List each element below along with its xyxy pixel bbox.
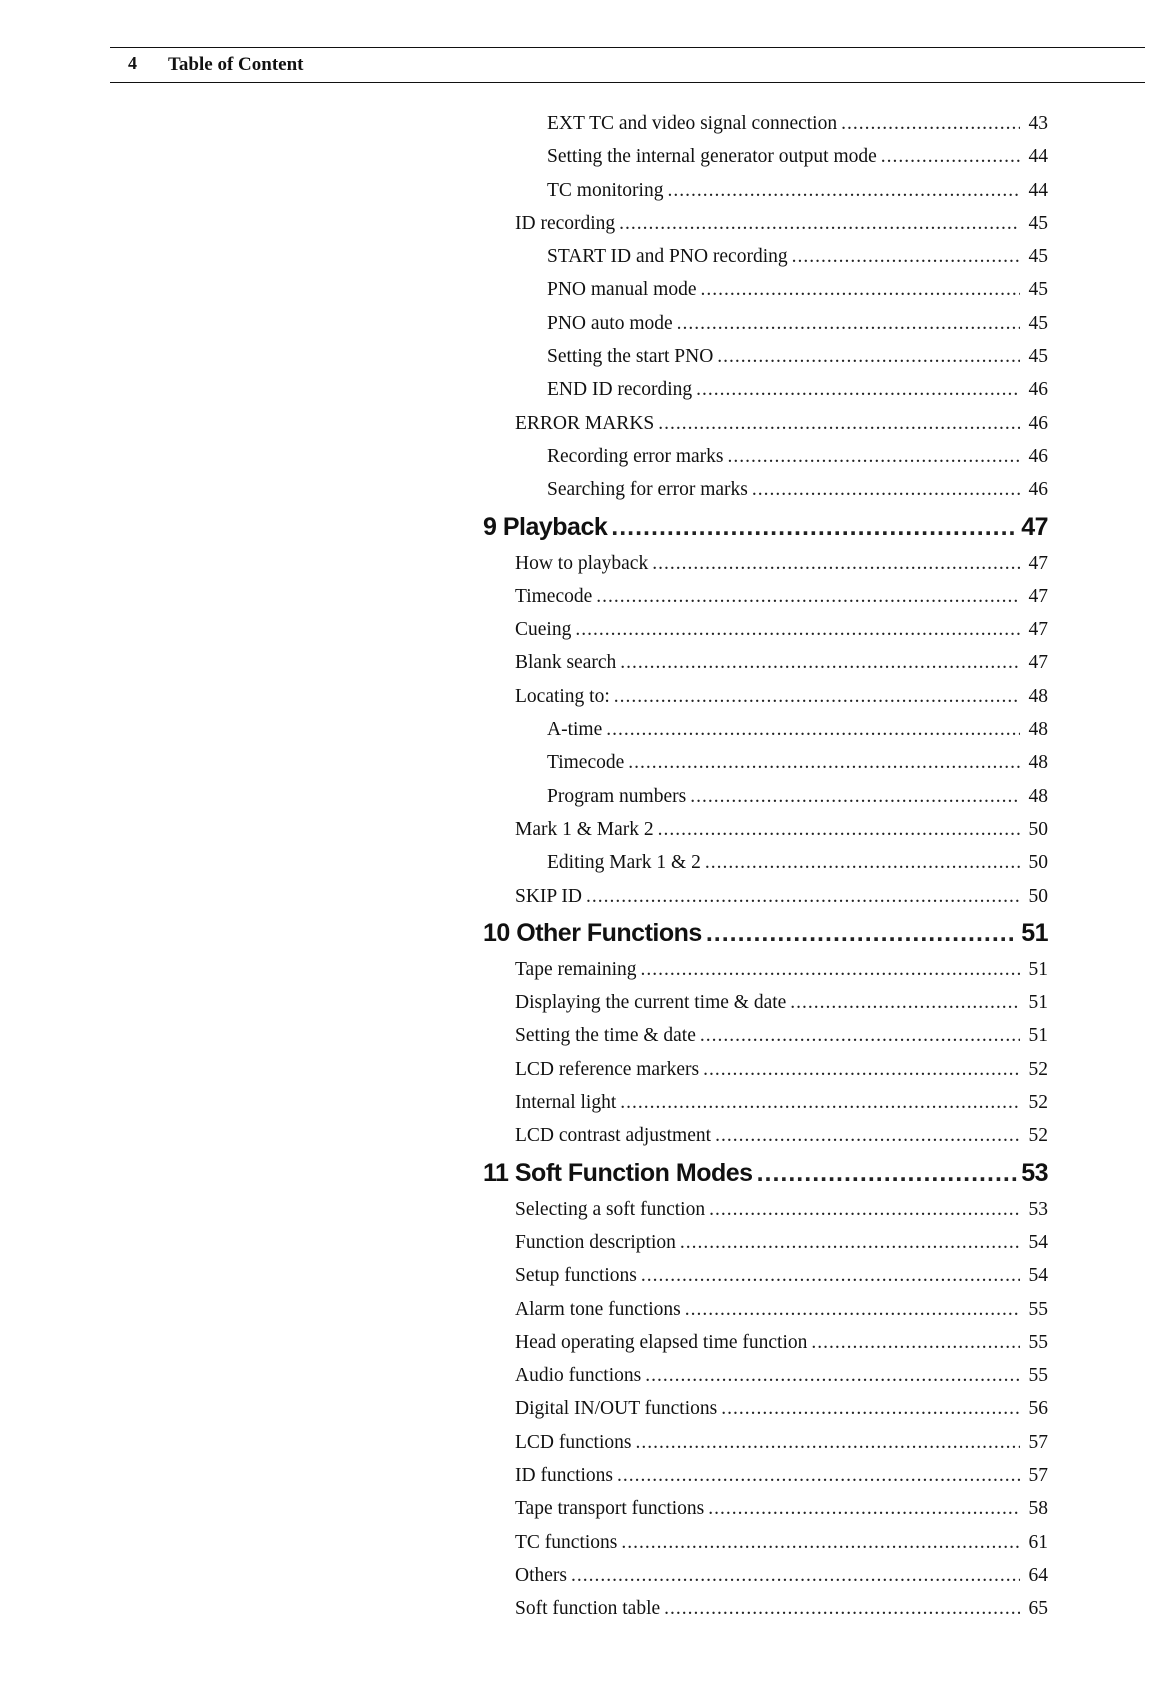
toc-entry-label: Locating to: [515, 685, 610, 707]
toc-entry-page: 54 [1028, 1231, 1048, 1253]
toc-chapter[interactable] [483, 913, 1048, 953]
toc-entry-page: 52 [1028, 1058, 1048, 1080]
toc-entry-label: LCD functions [515, 1431, 632, 1453]
toc-entry[interactable] [483, 1053, 1048, 1086]
dot-leader [700, 1019, 1020, 1052]
toc-entry[interactable] [483, 680, 1048, 713]
toc-entry[interactable] [483, 547, 1048, 580]
toc-entry[interactable] [483, 1392, 1048, 1425]
dot-leader [664, 1592, 1020, 1625]
dot-leader [586, 880, 1020, 913]
toc-entry[interactable] [483, 646, 1048, 679]
toc-entry[interactable] [483, 580, 1048, 613]
toc-entry[interactable] [483, 1193, 1048, 1226]
toc-entry[interactable] [483, 953, 1048, 986]
toc-entry-page: 54 [1028, 1265, 1048, 1287]
dot-leader [680, 1226, 1020, 1259]
dot-leader [703, 1053, 1020, 1086]
toc-entry[interactable] [483, 440, 1048, 473]
toc-entry-label: How to playback [515, 552, 649, 574]
toc-entry[interactable] [483, 986, 1048, 1019]
toc-entry-page: 48 [1028, 785, 1048, 807]
toc-entry-page: 52 [1028, 1125, 1048, 1147]
toc-entry-label: Searching for error marks [547, 479, 748, 501]
dot-leader [641, 1259, 1020, 1292]
toc-entry-page: 47 [1028, 552, 1048, 574]
toc-entry-label: Editing Mark 1 & 2 [547, 852, 701, 874]
toc-entry-page: 51 [1028, 958, 1048, 980]
toc-entry-label: Mark 1 & Mark 2 [515, 818, 654, 840]
toc-entry-page: 45 [1028, 312, 1048, 334]
toc-entry-page: 45 [1028, 212, 1048, 234]
dot-leader [715, 1119, 1020, 1152]
dot-leader [619, 207, 1020, 240]
dot-leader [790, 986, 1020, 1019]
toc-entry-page: 50 [1028, 818, 1048, 840]
dot-leader [706, 913, 1017, 953]
toc-chapter[interactable] [483, 1153, 1048, 1193]
toc-entry-page: 57 [1028, 1431, 1048, 1453]
toc-entry-page: 53 [1021, 1158, 1048, 1187]
toc-entry-page: 48 [1028, 685, 1048, 707]
dot-leader [571, 1559, 1020, 1592]
toc-entry[interactable] [483, 746, 1048, 779]
toc-entry-page: 46 [1028, 412, 1048, 434]
toc-entry-label: Timecode [515, 585, 593, 607]
toc-entry[interactable] [483, 780, 1048, 813]
toc-entry-page: 44 [1028, 146, 1048, 168]
toc-entry-label: Digital IN/OUT functions [515, 1398, 718, 1420]
dot-leader [658, 813, 1020, 846]
dot-leader [620, 646, 1020, 679]
toc-entry-page: 46 [1028, 445, 1048, 467]
toc-entry-page: 47 [1028, 585, 1048, 607]
dot-leader [792, 240, 1020, 273]
dot-leader [696, 373, 1020, 406]
toc-entry-page: 43 [1028, 113, 1048, 134]
toc-entry[interactable] [483, 240, 1048, 273]
toc-entry-label: Cueing [515, 619, 572, 641]
toc-entry[interactable] [483, 1019, 1048, 1052]
toc-entry[interactable] [483, 1326, 1048, 1359]
toc-entry-label: SKIP ID [515, 885, 582, 907]
toc-entry-page: 45 [1028, 346, 1048, 368]
toc-entry-page: 57 [1028, 1464, 1048, 1486]
toc-entry-label: Timecode [547, 752, 625, 774]
dot-leader [667, 174, 1020, 207]
toc-entry-label: Audio functions [515, 1365, 642, 1387]
dot-leader [717, 340, 1020, 373]
toc-entry-page: 47 [1021, 512, 1048, 541]
toc-entry-label: START ID and PNO recording [547, 246, 788, 268]
toc-entry[interactable] [483, 1559, 1048, 1592]
toc-entry-page: 56 [1028, 1398, 1048, 1420]
toc-entry[interactable] [483, 613, 1048, 646]
dot-leader [658, 407, 1020, 440]
toc-entry[interactable] [483, 1592, 1048, 1625]
dot-leader [621, 1526, 1020, 1559]
toc-entry-page: 51 [1021, 918, 1048, 947]
toc-entry-label: Head operating elapsed time function [515, 1331, 808, 1353]
dot-leader [652, 547, 1020, 580]
toc-entry[interactable] [483, 473, 1048, 506]
toc-entry-page: 46 [1028, 479, 1048, 501]
toc-entry-label: ID functions [515, 1464, 614, 1486]
toc-entry-label: END ID recording [547, 379, 693, 401]
toc-entry[interactable] [483, 713, 1048, 746]
toc-entry-label: Alarm tone functions [515, 1298, 681, 1320]
toc-entry-page: 47 [1028, 619, 1048, 641]
dot-leader [757, 1153, 1018, 1193]
toc-entry[interactable] [483, 846, 1048, 879]
toc-entry-page: 48 [1028, 752, 1048, 774]
dot-leader [705, 846, 1020, 879]
dot-leader [641, 953, 1020, 986]
toc-entry-label: LCD reference markers [515, 1058, 700, 1080]
dot-leader [635, 1426, 1020, 1459]
toc-entry-label: A-time [547, 719, 603, 741]
page-number: 4 [128, 53, 137, 73]
toc-entry-label: Program numbers [547, 785, 687, 807]
toc-entry-label: 11 Soft Function Modes [483, 1158, 753, 1187]
toc-entry-page: 45 [1028, 279, 1048, 301]
dot-leader [709, 1193, 1020, 1226]
dot-leader [575, 613, 1020, 646]
toc-entry-label: PNO manual mode [547, 279, 697, 301]
toc-entry-label: Displaying the current time & date [515, 992, 787, 1014]
toc-entry-page: 50 [1028, 885, 1048, 907]
toc-entry[interactable] [483, 273, 1048, 306]
table-of-contents [483, 107, 1048, 1625]
toc-entry-page: 55 [1028, 1331, 1048, 1353]
toc-entry-page: 58 [1028, 1498, 1048, 1520]
toc-entry-label: TC monitoring [547, 179, 664, 201]
toc-entry-label: Selecting a soft function [515, 1198, 706, 1220]
dot-leader [620, 1086, 1020, 1119]
dot-leader [841, 107, 1020, 140]
toc-entry[interactable] [483, 140, 1048, 173]
dot-leader [700, 273, 1020, 306]
toc-entry-page: 64 [1028, 1564, 1048, 1586]
toc-entry[interactable] [483, 1226, 1048, 1259]
toc-entry-label: Setting the time & date [515, 1025, 696, 1047]
toc-entry-label: EXT TC and video signal connection [547, 113, 838, 134]
toc-entry-label: Tape transport functions [515, 1498, 705, 1520]
dot-leader [617, 1459, 1020, 1492]
dot-leader [721, 1392, 1020, 1425]
dot-leader [728, 440, 1020, 473]
toc-entry-label: Setting the start PNO [547, 346, 714, 368]
dot-leader [690, 780, 1020, 813]
toc-entry-page: 55 [1028, 1365, 1048, 1387]
toc-entry[interactable] [483, 1426, 1048, 1459]
toc-entry[interactable] [483, 1119, 1048, 1152]
dot-leader [614, 680, 1020, 713]
toc-entry-page: 44 [1028, 179, 1048, 201]
dot-leader [708, 1492, 1020, 1525]
toc-entry-label: Blank search [515, 652, 617, 674]
toc-entry-page: 46 [1028, 379, 1048, 401]
dot-leader [811, 1326, 1020, 1359]
dot-leader [752, 473, 1020, 506]
toc-entry-label: Others [515, 1564, 567, 1586]
toc-entry-label: 10 Other Functions [483, 918, 702, 947]
toc-entry-label: ERROR MARKS [515, 412, 655, 434]
toc-entry-label: PNO auto mode [547, 312, 673, 334]
toc-entry-page: 55 [1028, 1298, 1048, 1320]
dot-leader [596, 580, 1020, 613]
toc-entry[interactable] [483, 174, 1048, 207]
dot-leader [606, 713, 1020, 746]
toc-entry[interactable] [483, 1359, 1048, 1392]
toc-entry-page: 52 [1028, 1092, 1048, 1114]
toc-entry-page: 48 [1028, 719, 1048, 741]
toc-entry[interactable] [483, 1459, 1048, 1492]
toc-entry[interactable] [483, 1259, 1048, 1292]
toc-entry-label: Setting the internal generator output mode [547, 146, 877, 168]
page-title: Table of Content [168, 54, 304, 75]
toc-entry[interactable] [483, 373, 1048, 406]
toc-entry-label: Soft function table [515, 1598, 661, 1620]
page-header [110, 47, 1145, 83]
dot-leader [881, 140, 1020, 173]
dot-leader [677, 307, 1020, 340]
dot-leader [628, 746, 1020, 779]
toc-entry-label: LCD contrast adjustment [515, 1125, 712, 1147]
dot-leader [685, 1293, 1020, 1326]
toc-entry[interactable] [483, 1492, 1048, 1525]
toc-entry-label: Internal light [515, 1092, 617, 1114]
toc-entry-label: Recording error marks [547, 445, 724, 467]
dot-leader [645, 1359, 1020, 1392]
toc-entry-label: Tape remaining [515, 958, 637, 980]
toc-entry-page: 50 [1028, 852, 1048, 874]
toc-entry-page: 51 [1028, 992, 1048, 1014]
toc-entry[interactable] [483, 207, 1048, 240]
toc-chapter[interactable] [483, 507, 1048, 547]
toc-entry-page: 47 [1028, 652, 1048, 674]
toc-entry-page: 61 [1028, 1531, 1048, 1553]
toc-entry[interactable] [483, 307, 1048, 340]
toc-entry-page: 51 [1028, 1025, 1048, 1047]
toc-entry[interactable] [483, 407, 1048, 440]
toc-entry[interactable] [483, 340, 1048, 373]
toc-entry-label: Function description [515, 1231, 676, 1253]
toc-entry-label: Setup functions [515, 1265, 637, 1287]
toc-entry-page: 53 [1028, 1198, 1048, 1220]
toc-entry-page: 45 [1028, 246, 1048, 268]
toc-entry-page: 65 [1028, 1598, 1048, 1620]
toc-entry[interactable] [483, 107, 1048, 140]
toc-entry[interactable] [483, 813, 1048, 846]
toc-entry[interactable] [483, 1526, 1048, 1559]
toc-entry-label: 9 Playback [483, 512, 608, 541]
toc-entry-label: ID recording [515, 212, 616, 234]
toc-entry[interactable] [483, 1086, 1048, 1119]
toc-entry-label: TC functions [515, 1531, 618, 1553]
toc-entry[interactable] [483, 1293, 1048, 1326]
dot-leader [611, 507, 1017, 547]
toc-entry[interactable] [483, 880, 1048, 913]
